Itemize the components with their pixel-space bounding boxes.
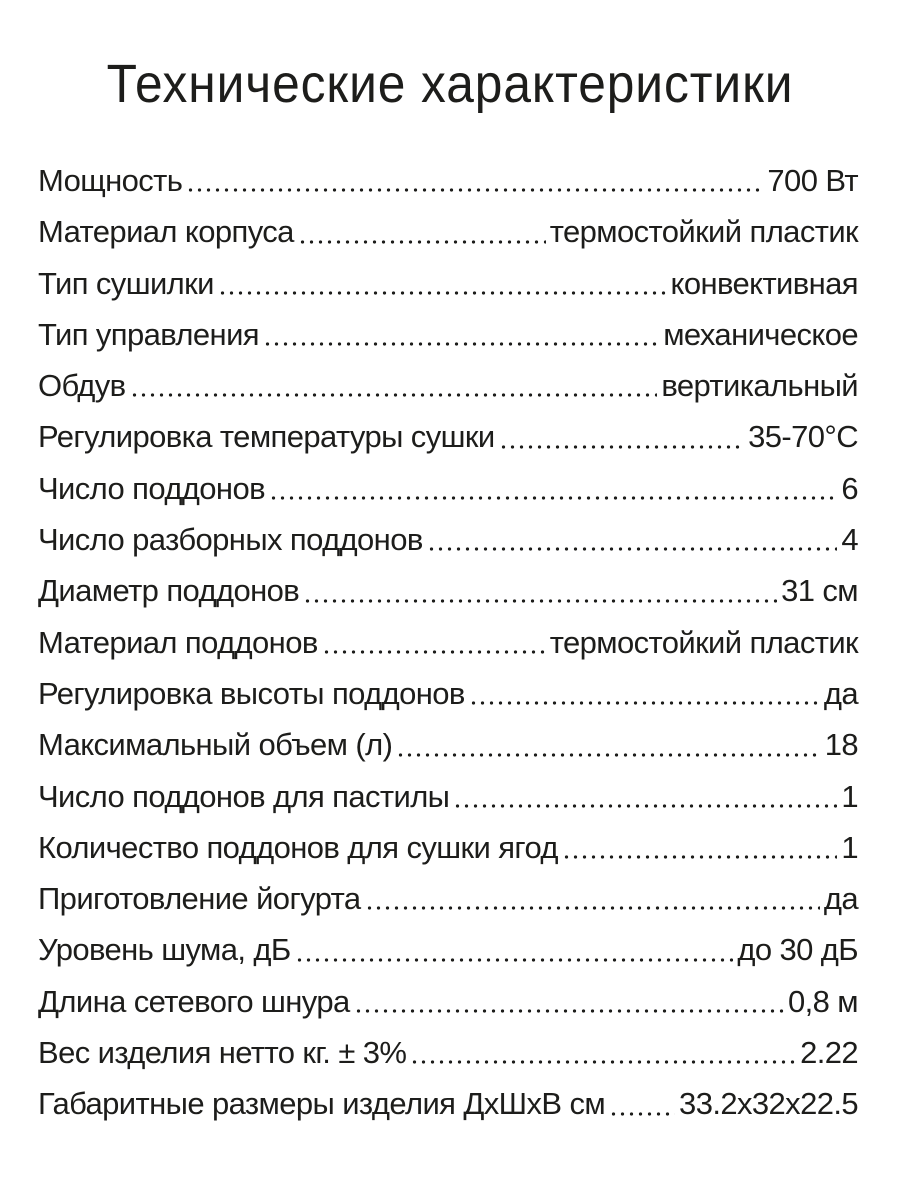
spec-label: Уровень шума, дБ [38,932,291,968]
spec-value: конвективная [670,265,858,301]
spec-value: до 30 дБ [737,932,858,968]
dot-leader [303,599,777,603]
spec-value: 18 [824,727,858,763]
dot-leader [263,342,659,346]
spec-label: Тип управления [38,316,259,352]
spec-value: да [823,881,858,917]
dot-leader [396,753,820,757]
spec-label: Число поддонов для пастилы [38,778,450,814]
spec-value: термостойкий пластик [549,624,858,660]
dot-leader [354,1009,784,1013]
spec-row [38,617,858,668]
spec-label: Материал корпуса [38,214,294,250]
dot-leader [609,1112,675,1116]
spec-row [38,668,858,719]
spec-row [38,1027,858,1078]
dot-leader [427,547,838,551]
spec-list [38,155,858,1130]
spec-row [38,155,858,206]
spec-row [38,1078,858,1129]
spec-row [38,822,858,873]
spec-label: Количество поддонов для сушки ягод [38,829,558,865]
spec-row [38,976,858,1027]
spec-label: Материал поддонов [38,624,318,660]
spec-label: Мощность [38,163,183,198]
spec-row [38,719,858,770]
dot-leader [218,291,667,295]
spec-row [38,258,858,309]
spec-label: Число разборных поддонов [38,522,423,558]
spec-row [38,309,858,360]
spec-row [38,514,858,565]
spec-label: Регулировка температуры сушки [38,419,495,455]
dot-leader [269,496,837,500]
spec-value: 33.2x32x22.5 [679,1086,858,1122]
spec-value: 4 [841,522,858,558]
dot-leader [186,188,763,192]
spec-row [38,924,858,975]
spec-value: 1 [841,829,858,865]
dot-leader [562,855,837,859]
spec-label: Вес изделия нетто кг. ± 3% [38,1035,407,1071]
spec-value: 6 [841,470,858,506]
spec-label: Число поддонов [38,470,265,506]
spec-value: 35-70°С [748,419,858,455]
spec-row [38,771,858,822]
spec-label: Обдув [38,368,126,404]
spec-value: 0,8 м [787,983,858,1019]
spec-row [38,206,858,257]
spec-label: Длина сетевого шнура [38,983,350,1019]
spec-value: термостойкий пластик [549,214,858,250]
dot-leader [499,445,745,449]
spec-label: Максимальный объем (л) [38,727,393,763]
dot-leader [298,240,546,244]
dot-leader [469,701,820,705]
dot-leader [453,804,837,808]
page-title: Технические характеристики [106,54,794,114]
spec-value: 1 [841,778,858,814]
spec-value: 2.22 [800,1035,858,1071]
spec-row [38,873,858,924]
dot-leader [410,1060,796,1064]
spec-value: да [823,675,858,711]
spec-value: механическое [663,316,858,352]
spec-row [38,463,858,514]
spec-label: Регулировка высоты поддонов [38,675,465,711]
dot-leader [322,650,546,654]
dot-leader [130,393,658,397]
dot-leader [295,958,734,962]
spec-label: Тип сушилки [38,265,214,301]
spec-row [38,565,858,616]
spec-label: Габаритные размеры изделия ДхШхВ см [38,1086,606,1122]
spec-value: 700 Вт [767,163,858,198]
dot-leader [365,906,820,910]
spec-label: Диаметр поддонов [38,573,300,609]
spec-label: Приготовление йогурта [38,881,361,917]
spec-value: вертикальный [661,368,858,404]
spec-row [38,360,858,411]
spec-row [38,411,858,462]
spec-value: 31 см [781,573,858,609]
